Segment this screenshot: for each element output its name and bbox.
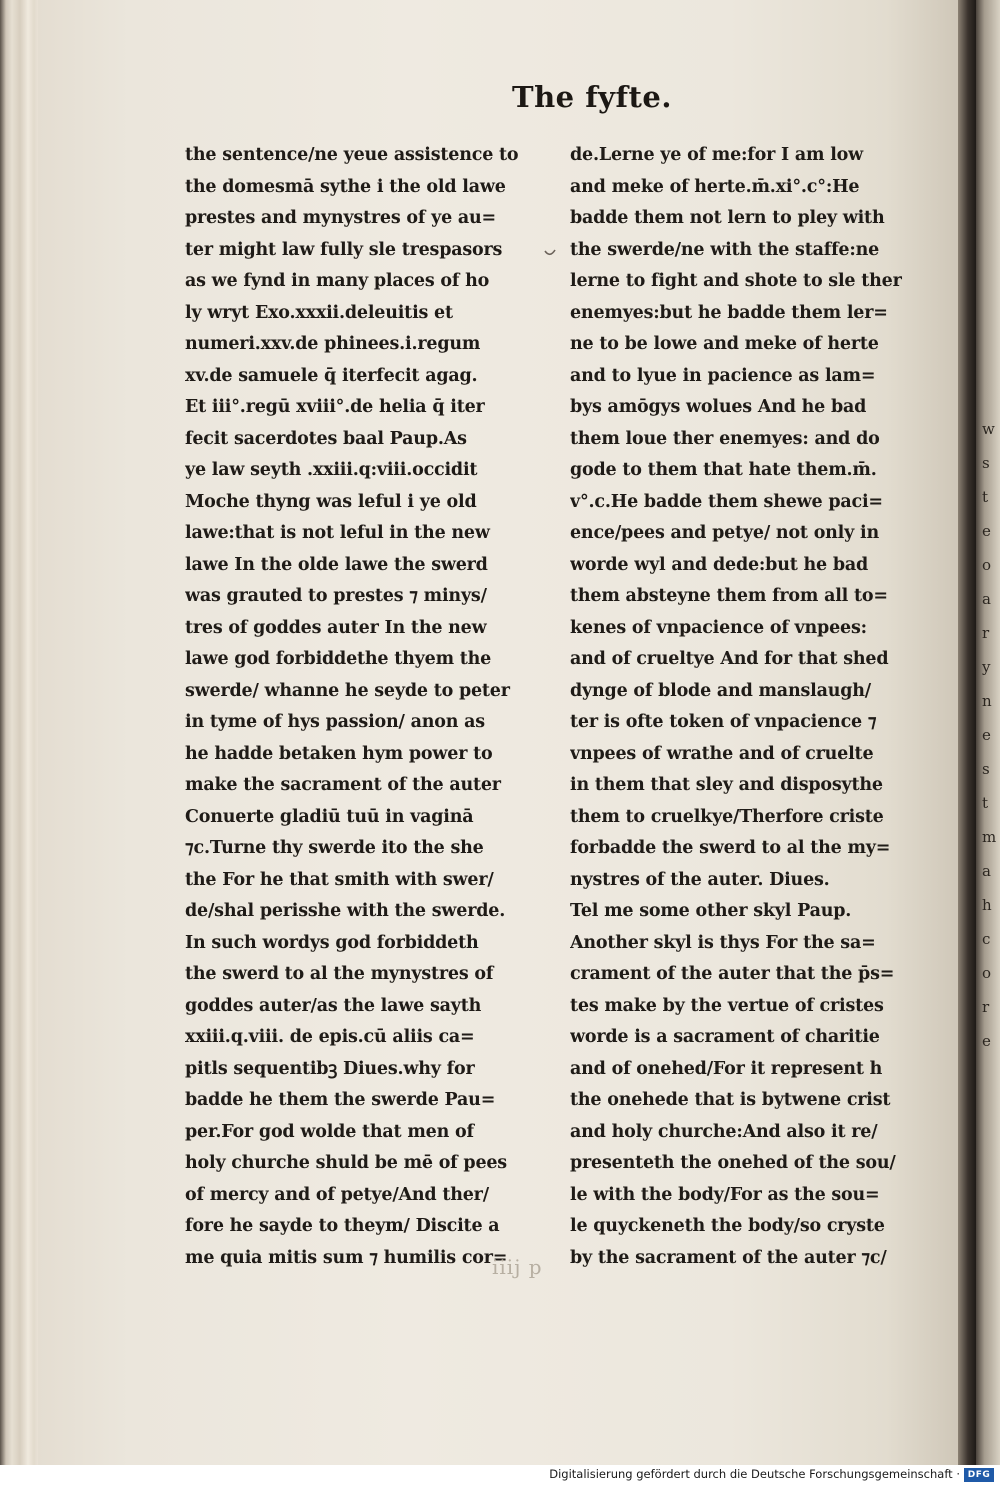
left-column-line: as we fynd in many places of ho <box>185 271 490 291</box>
left-column-line: lawe In the olde lawe the swerd <box>185 554 488 575</box>
footer-credit: Digitalisierung gefördert durch die Deutsche Forschungsgemeinschaft · <box>549 1467 960 1481</box>
facing-page-fragment: y <box>982 658 991 676</box>
right-column-line: kenes of vnpacience of vnpees: <box>570 617 867 638</box>
right-column-line: the swerde/ne with the staffe:ne <box>570 239 880 260</box>
left-column-line: holy churche shuld be mē of pees <box>185 1153 507 1173</box>
left-column-line: of mercy and of petye/And ther/ <box>185 1184 489 1205</box>
left-column-line: the For he that smith with swer/ <box>185 869 494 890</box>
left-column-line: he hadde betaken hym power to <box>185 743 493 764</box>
right-column-line: worde is a sacrament of charitie <box>570 1027 880 1047</box>
right-column-line: worde wyl and dede:but he bad <box>570 554 869 575</box>
right-column-line: lerne to fight and shote to sle ther <box>570 271 902 291</box>
left-column-line: prestes and mynystres of ye au= <box>185 208 497 228</box>
right-column-line: and meke of herte.m̄.xi°.c°:He <box>570 176 860 197</box>
running-head: The fyfte. <box>512 80 672 114</box>
right-column-line: and to lyue in pacience as lam= <box>570 365 876 386</box>
left-column-line: xxiii.q.viii. de epis.cū aliis ca= <box>185 1027 475 1047</box>
right-column-line: forbadde the swerd to al the my= <box>570 838 891 858</box>
book-gutter <box>958 0 976 1465</box>
left-column-line: was grauted to prestes ⁊ minys/ <box>185 586 487 606</box>
right-column-line: badde them not lern to pley with <box>570 208 885 228</box>
facing-page-fragment: t <box>982 488 989 506</box>
right-column-line: nystres of the auter. Diues. <box>570 869 830 890</box>
left-column-line: fecit sacerdotes baal Paup.As <box>185 428 467 449</box>
facing-page-sliver <box>976 0 1000 1465</box>
facing-page-fragment: t <box>982 794 989 812</box>
footer-bar <box>0 1465 1000 1486</box>
left-column-line: ye law seyth .xxiii.q:viii.occidit <box>185 460 478 480</box>
margin-mark-icon <box>543 246 557 260</box>
facing-page-fragment: h <box>982 896 992 914</box>
right-column-line: bys amōgys wolues And he bad <box>570 397 867 417</box>
right-column-line: enemyes:but he badde them ler= <box>570 302 888 323</box>
left-column-line: me quia mitis sum ⁊ humilis cor= <box>185 1247 508 1268</box>
facing-page-fragment: n <box>982 692 992 710</box>
left-column-line: the domesmā sythe i the old lawe <box>185 176 506 197</box>
left-column-line: numeri.xxv.de phinees.i.regum <box>185 334 481 354</box>
right-column-line: presenteth the onehed of the sou/ <box>570 1153 896 1173</box>
right-column-line: by the sacrament of the auter ⁊c/ <box>570 1247 887 1268</box>
right-column-line: them absteyne them from all to= <box>570 586 888 606</box>
right-column-line: gode to them that hate them.m̄. <box>570 460 877 480</box>
left-column-line: the sentence/ne yeue assistence to <box>185 145 519 165</box>
right-column-line: ne to be lowe and meke of herte <box>570 334 879 354</box>
right-column-line: and of onehed/For it represent h <box>570 1058 883 1079</box>
left-column-line: de/shal perisshe with the swerde. <box>185 901 506 921</box>
right-column-line: le with the body/For as the sou= <box>570 1184 880 1205</box>
book-edge-left <box>0 0 40 1465</box>
left-column-line: the swerd to al the mynystres of <box>185 964 494 984</box>
right-column-line: tes make by the vertue of cristes <box>570 995 884 1016</box>
signature-mark: iiij p <box>492 1255 543 1279</box>
facing-page-fragment: w <box>982 420 995 438</box>
right-column-line: them to cruelkye/Therfore criste <box>570 806 884 827</box>
facing-page-fragment: a <box>982 590 991 608</box>
left-column-line: make the sacrament of the auter <box>185 775 501 795</box>
left-column-line: Conuerte gladiū tuū in vaginā <box>185 806 474 827</box>
left-column-line: swerde/ whanne he seyde to peter <box>185 680 510 701</box>
left-column-line: Moche thyng was leful i ye old <box>185 491 477 512</box>
left-column-line: tres of goddes auter In the new <box>185 617 487 638</box>
right-column-line: ter is ofte token of vnpacience ⁊ <box>570 712 877 732</box>
facing-page-fragment: e <box>982 522 991 540</box>
left-column-line: lawe god forbiddethe thyem the <box>185 649 492 669</box>
facing-page-fragment: o <box>982 556 992 574</box>
right-column-line: ence/pees and petye/ not only in <box>570 523 879 543</box>
right-column-line: dynge of blode and manslaugh/ <box>570 680 871 701</box>
right-column-line: and holy churche:And also it re/ <box>570 1121 878 1142</box>
left-column-line: per.For god wolde that men of <box>185 1121 474 1142</box>
left-column-line: ⁊c.Turne thy swerde ito the she <box>185 838 484 858</box>
right-column-line: in them that sley and disposythe <box>570 775 883 795</box>
facing-page-fragment: e <box>982 1032 991 1050</box>
left-column-line: xv.de samuele q̄ iterfecit agag. <box>185 365 478 386</box>
left-column-line: ly wryt Exo.xxxii.deleuitis et <box>185 302 453 323</box>
right-column-line: Tel me some other skyl Paup. <box>570 901 852 921</box>
right-column-line: them loue ther enemyes: and do <box>570 428 880 449</box>
right-text-column <box>570 140 920 1274</box>
left-column-line: In such wordys god forbiddeth <box>185 932 479 953</box>
dfg-logo: DFG <box>964 1468 994 1482</box>
left-column-line: goddes auter/as the lawe sayth <box>185 995 482 1016</box>
facing-page-fragment: o <box>982 964 992 982</box>
right-column-line: the onehede that is bytwene crist <box>570 1090 891 1110</box>
facing-page-fragment: r <box>982 998 990 1016</box>
left-column-line: pitls sequentibꝫ Diues.why for <box>185 1058 475 1079</box>
facing-page-fragment: s <box>982 454 990 472</box>
facing-page-fragment: s <box>982 760 990 778</box>
left-column-line: ter might law fully sle trespasors <box>185 239 503 260</box>
right-column-line: crament of the auter that the p̄s= <box>570 964 895 984</box>
right-column-line: le quyckeneth the body/so cryste <box>570 1216 885 1236</box>
left-column-line: Et iii°.regū xviii°.de helia q̄ iter <box>185 397 485 417</box>
facing-page-fragment: m <box>982 828 997 846</box>
right-column-line: and of crueltye And for that shed <box>570 649 889 669</box>
left-text-column <box>185 140 535 1274</box>
right-column-line: Another skyl is thys For the sa= <box>570 932 876 953</box>
left-column-line: badde he them the swerde Pau= <box>185 1090 496 1110</box>
left-column-line: lawe:that is not leful in the new <box>185 523 490 543</box>
left-column-line: fore he sayde to theym/ Discite a <box>185 1216 500 1236</box>
right-column-line: vnpees of wrathe and of cruelte <box>570 743 874 764</box>
left-column-line: in tyme of hys passion/ anon as <box>185 712 485 732</box>
right-column-line: v°.c.He badde them shewe paci= <box>570 491 883 512</box>
facing-page-fragment: e <box>982 726 991 744</box>
facing-page-fragment: a <box>982 862 991 880</box>
right-column-line: de.Lerne ye of me:for I am low <box>570 145 863 165</box>
facing-page-fragment: r <box>982 624 990 642</box>
facing-page-fragment: c <box>982 930 991 948</box>
